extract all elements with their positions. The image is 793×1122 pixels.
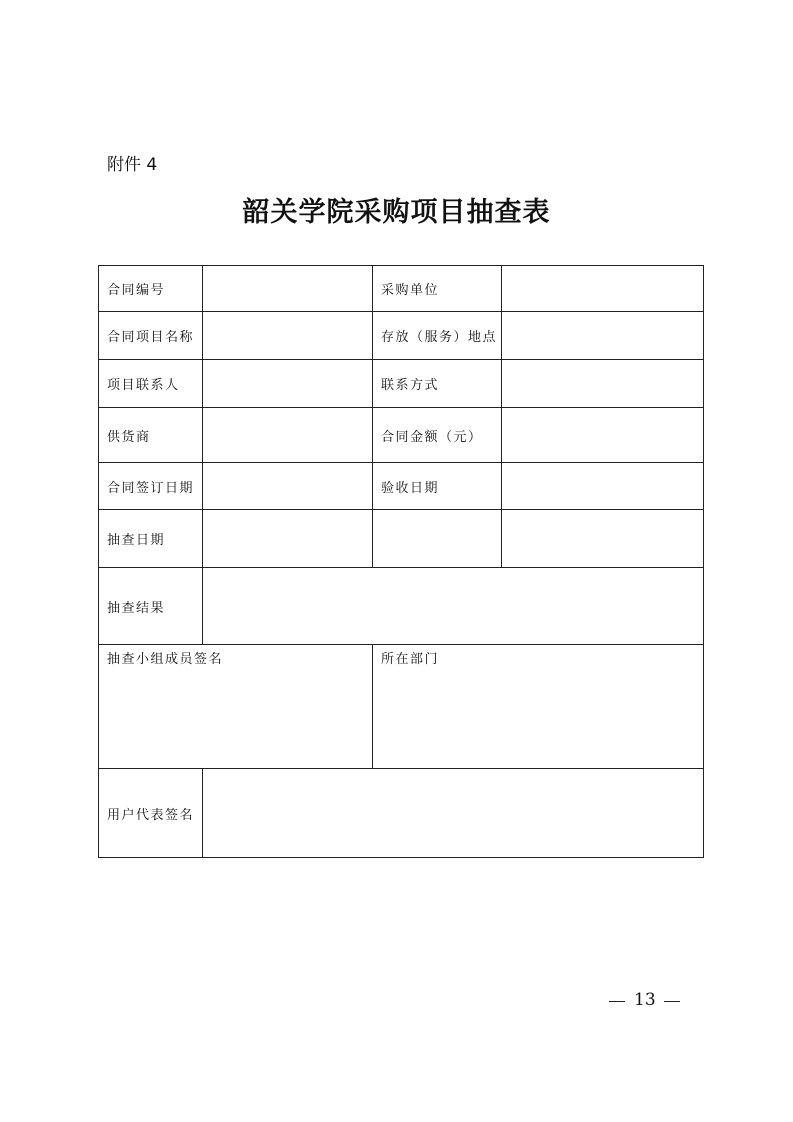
contract-sign-date-field[interactable] xyxy=(203,463,373,510)
supplier-field[interactable] xyxy=(203,408,373,463)
inspection-date-label: 抽查日期 xyxy=(99,510,203,568)
storage-location-label: 存放（服务）地点 xyxy=(373,312,502,360)
contract-amount-field[interactable] xyxy=(502,408,704,463)
inspection-result-field[interactable] xyxy=(203,568,704,645)
table-row xyxy=(99,360,704,408)
table-row xyxy=(99,312,704,360)
page-title: 韶关学院采购项目抽查表 xyxy=(242,197,551,228)
blank-cell[interactable] xyxy=(502,510,704,568)
department-area[interactable] xyxy=(373,645,704,769)
blank-cell[interactable] xyxy=(373,510,502,568)
table-row xyxy=(99,463,704,510)
contact-method-label: 联系方式 xyxy=(373,360,502,408)
attachment-label: 附件 4 xyxy=(107,155,158,175)
inspection-form-table xyxy=(98,265,704,858)
inspection-team-signature-label: 抽查小组成员签名 xyxy=(107,652,224,667)
contact-method-field[interactable] xyxy=(502,360,704,408)
contract-item-name-label: 合同项目名称 xyxy=(99,312,203,360)
purchasing-unit-label: 采购单位 xyxy=(373,266,502,312)
contract-amount-label: 合同金额（元） xyxy=(373,408,502,463)
contract-sign-date-label: 合同签订日期 xyxy=(99,463,203,510)
page-number-value: 13 xyxy=(634,990,656,1010)
project-contact-field[interactable] xyxy=(203,360,373,408)
contract-no-field[interactable] xyxy=(203,266,373,312)
table-row xyxy=(99,510,704,568)
table-row xyxy=(99,568,704,645)
purchasing-unit-field[interactable] xyxy=(502,266,704,312)
dash-right xyxy=(664,1001,680,1002)
inspection-result-label: 抽查结果 xyxy=(99,568,203,645)
table-row xyxy=(99,645,704,769)
acceptance-date-field[interactable] xyxy=(502,463,704,510)
user-representative-signature-label: 用户代表签名 xyxy=(99,769,203,858)
inspection-date-field[interactable] xyxy=(203,510,373,568)
dash-left xyxy=(609,1001,625,1002)
contract-item-name-field[interactable] xyxy=(203,312,373,360)
storage-location-field[interactable] xyxy=(502,312,704,360)
table-row xyxy=(99,408,704,463)
project-contact-label: 项目联系人 xyxy=(99,360,203,408)
acceptance-date-label: 验收日期 xyxy=(373,463,502,510)
inspection-team-signature-area[interactable] xyxy=(99,645,373,769)
supplier-label: 供货商 xyxy=(99,408,203,463)
table-row xyxy=(99,769,704,858)
table-row xyxy=(99,266,704,312)
user-representative-signature-field[interactable] xyxy=(203,769,704,858)
department-label: 所在部门 xyxy=(381,652,440,667)
contract-no-label: 合同编号 xyxy=(99,266,203,312)
